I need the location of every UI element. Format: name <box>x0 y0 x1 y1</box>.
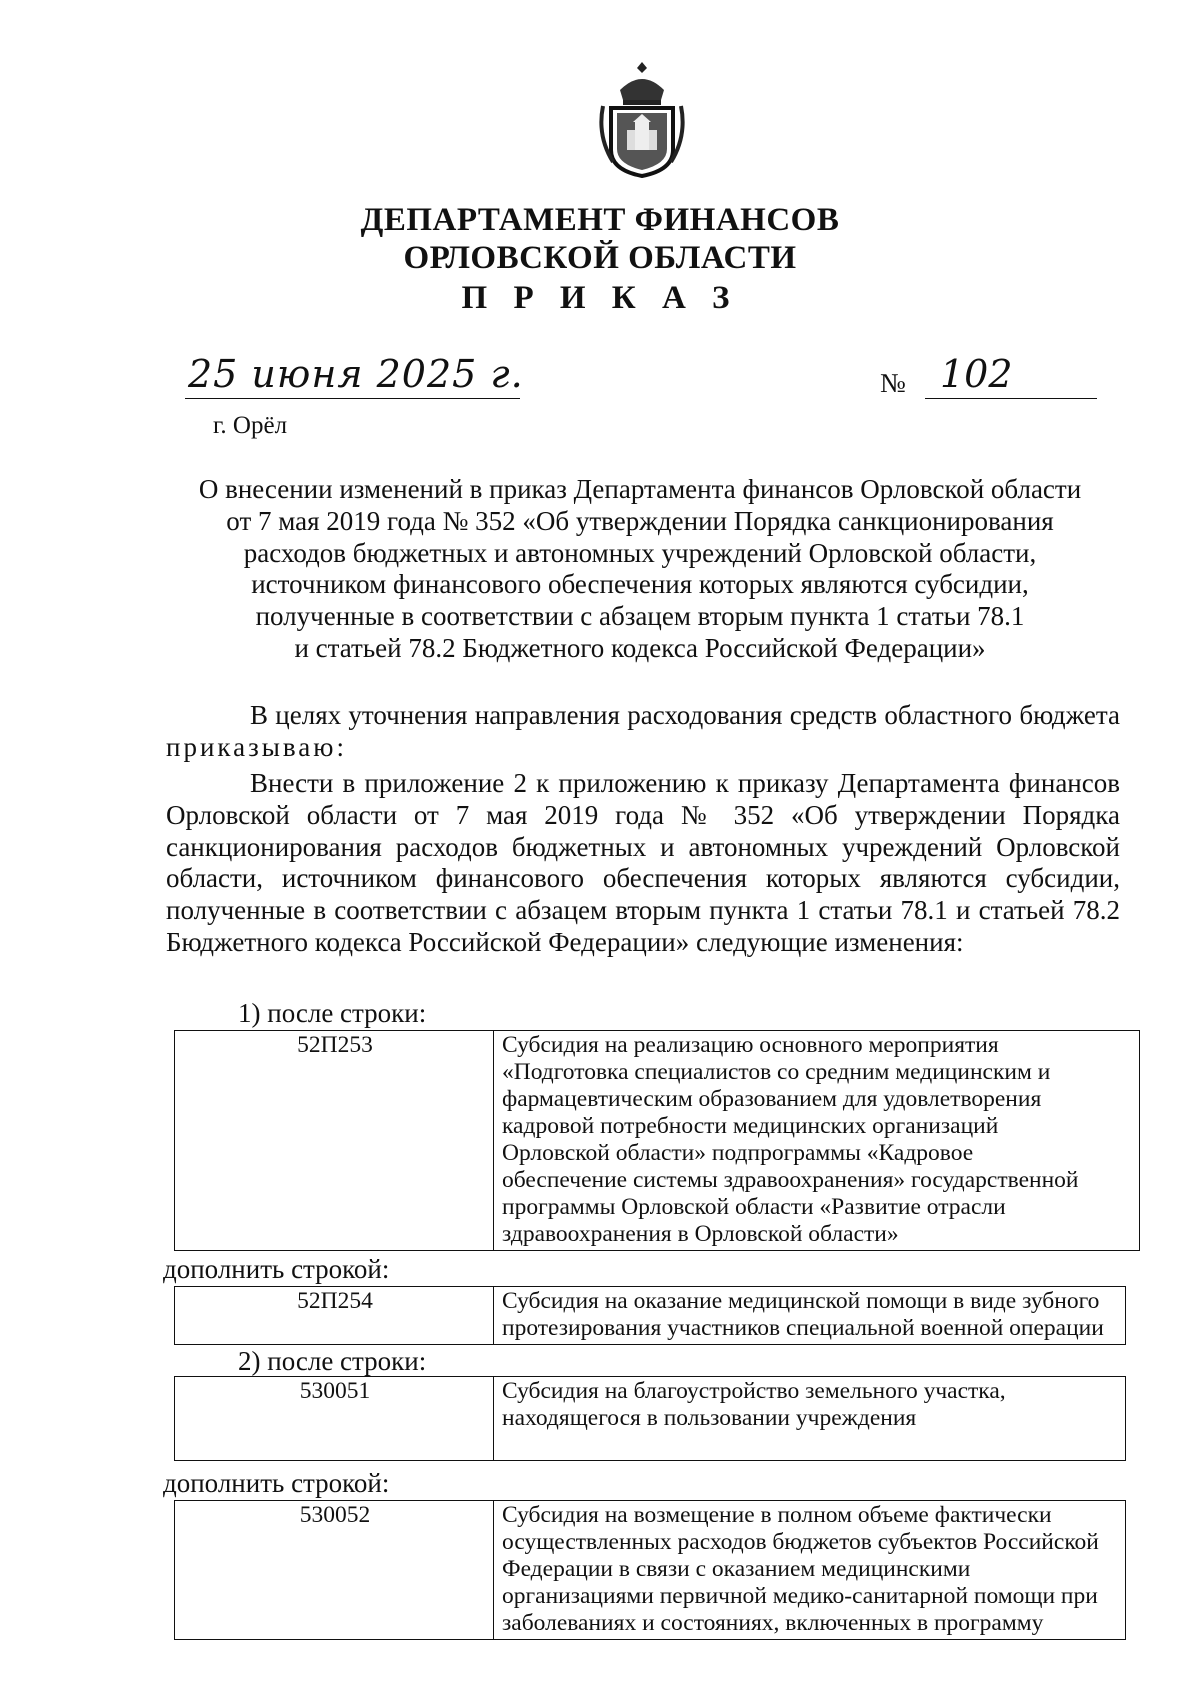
order-number: 102 <box>940 352 1013 396</box>
add-row-label: дополнить строкой: <box>163 1254 390 1284</box>
new-row-table <box>174 1500 1126 1640</box>
row-code: 530051 <box>175 1377 494 1461</box>
table-row <box>175 1377 1126 1461</box>
document-type: П Р И К А З <box>461 280 739 316</box>
table-row <box>175 1287 1126 1345</box>
table-row <box>175 1031 1140 1251</box>
preamble-paragraph: В целях уточнения направления расходования средств областного бюджета приказываю: <box>166 700 1120 762</box>
row-description: Субсидия на реализацию основного мероприятия «Подготовка специалистов со средним медицинским и фармацевтическим образованием для удовлетворения кадровой потребности медицинских организаций Орловской области» подпрограммы «Кадровое обеспечение системы здравоохранения» государственной программы Орловской области «Развитие отрасли здравоохранения в Орловской области» <box>494 1031 1140 1251</box>
order-date: 25 июня 2025 г. <box>188 352 524 396</box>
subject-line: источником финансового обеспечения которых являются субсидии, <box>251 569 1029 600</box>
row-description: Субсидия на благоустройство земельного участка, находящегося в пользовании учреждения <box>494 1377 1126 1461</box>
subject-line: О внесении изменений в приказ Департамента финансов Орловской области <box>198 474 1082 504</box>
order-verb: приказываю <box>166 731 337 762</box>
department-name-line2: ОРЛОВСКОЙ ОБЛАСТИ <box>403 240 797 276</box>
number-label: № <box>880 368 906 398</box>
item-1-label: 1) после строки: <box>238 998 427 1028</box>
new-row-table <box>174 1286 1126 1345</box>
subject-line: расходов бюджетных и автономных учреждений Орловской области, <box>243 537 1037 568</box>
row-description: Субсидия на возмещение в полном объеме фактически осуществленных расходов бюджетов субъектов Российской Федерации в связи с оказанием медицинскими организациями первичной медико-санитарной помощи при заболеваниях и состояниях, включенных в программу <box>494 1501 1126 1640</box>
row-description: Субсидия на оказание медицинской помощи в виде зубного протезирования участников специальной военной операции <box>494 1287 1126 1345</box>
add-row-label: дополнить строкой: <box>163 1468 390 1498</box>
row-code: 52П253 <box>175 1031 494 1251</box>
after-row-table <box>174 1030 1140 1251</box>
date-underline <box>185 398 520 399</box>
subject-line: полученные в соответствии с абзацем вторым пункта 1 статьи 78.1 <box>255 601 1025 632</box>
after-row-table <box>174 1376 1126 1461</box>
row-code: 52П254 <box>175 1287 494 1345</box>
city: г. Орёл <box>213 412 288 439</box>
main-paragraph: Внести в приложение 2 к приложению к приказу Департамента финансов Орловской области от 7 мая 2019 года № 352 «Об утверждении Порядка санкционирования расходов бюджетных и автономных учреждений Орловской области, источником финансового обеспечения которых являются субсидии, полученные в соответствии с абзацем вторым пункта 1 статьи 78.1 и статьей 78.2 Бюджетного кодекса Российской Федерации» следующие изменения: <box>166 768 1120 957</box>
subject-line: и статьей 78.2 Бюджетного кодекса Российской Федерации» <box>294 632 986 663</box>
coat-of-arms-emblem <box>595 60 689 180</box>
order-subject <box>120 474 1160 665</box>
table-row <box>175 1501 1126 1640</box>
subject-line: от 7 мая 2019 года № 352 «Об утверждении Порядка санкционирования <box>226 505 1054 536</box>
department-name-line1: ДЕПАРТАМЕНТ ФИНАНСОВ <box>360 202 840 238</box>
number-underline <box>925 398 1097 399</box>
item-2-label: 2) после строки: <box>238 1346 427 1376</box>
row-code: 530052 <box>175 1501 494 1640</box>
